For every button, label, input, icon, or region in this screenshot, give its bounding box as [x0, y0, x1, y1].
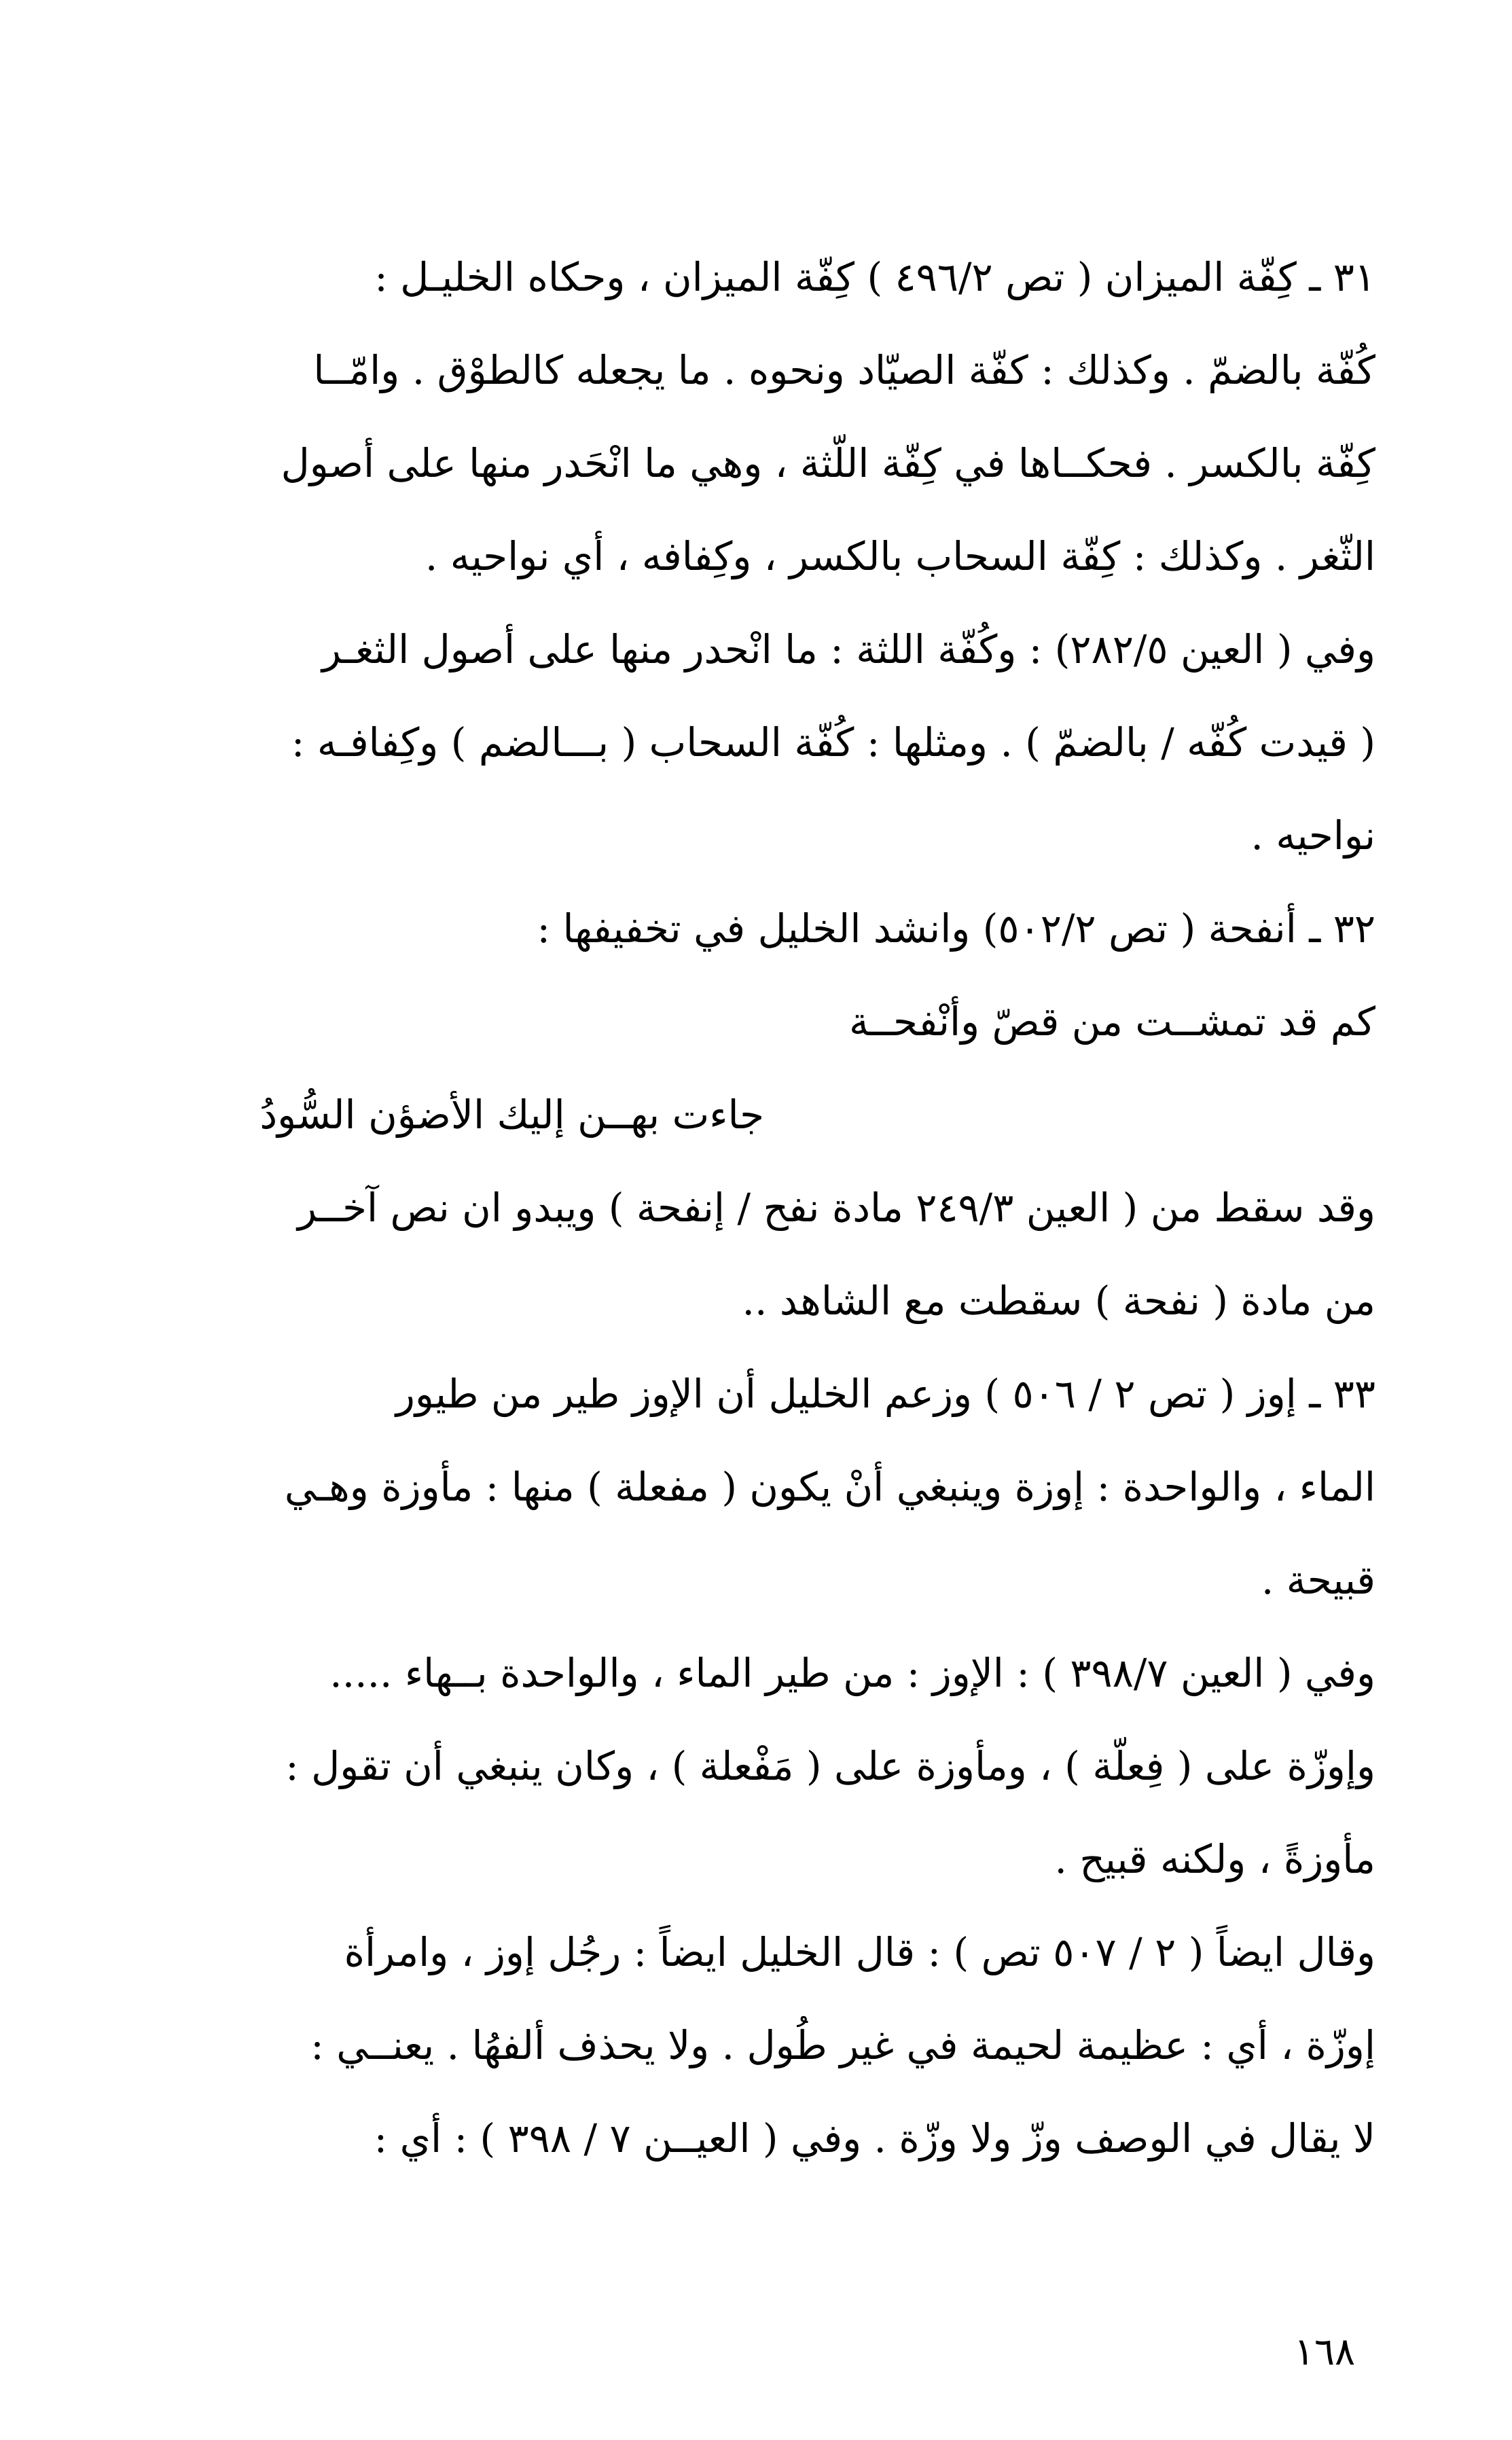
text-line: لا يقال في الوصف وزّ ولا وزّة . وفي ( العيــن ٧ / ٣٩٨ ) : أي :	[374, 2115, 1375, 2161]
text-line: ٣٣ ـ إوز ( تص ٢ / ٥٠٦ ) وزعم الخليل أن الإوز طير من طيور	[395, 1371, 1375, 1417]
text-line: كِفّة بالكسر . فحكــاها في كِفّة اللّثة ، وهي ما انْحَدر منها على أصول	[281, 440, 1375, 486]
text-line: وقال ايضاً ( ٢ / ٥٠٧ تص ) : قال الخليل ايضاً : رجُل إوز ، وامرأة	[344, 1929, 1375, 1975]
verse-line-second: جاءت بهــن إليك الأضؤن السُّودُ	[259, 1092, 764, 1138]
text-line: إوزّة ، أي : عظيمة لحيمة في غير طُول . ولا يحذف ألفهُا . يعنــي :	[310, 2022, 1375, 2068]
text-line: مأوزةً ، ولكنه قبيح .	[1054, 1836, 1375, 1882]
text-line: نواحيه .	[1250, 812, 1375, 859]
text-line: ( قيدت كُفّه / بالضمّ ) . ومثلها : كُفّة السحاب ( بـــالضم ) وكِفافـه :	[291, 719, 1375, 766]
text-line: ٣١ ـ كِفّة الميزان ( تص ٤٩٦/٢ ) كِفّة الميزان ، وحكاه الخليـل :	[374, 254, 1375, 300]
verse-line-first: كم قد تمشــت من قصّ وأنْفحــة	[848, 999, 1375, 1045]
text-line: وقد سقط من ( العين ٢٤٩/٣ مادة نفح / إنفحة ) ويبدو ان نص آخــر	[298, 1185, 1375, 1231]
page-number: ١٦٨	[1293, 2330, 1356, 2374]
text-line: الماء ، والواحدة : إوزة وينبغي أنْ يكون ( مفعلة ) منها : مأوزة وهـي	[284, 1464, 1375, 1510]
text-line: وإوزّة على ( فِعلّة ) ، ومأوزة على ( مَفْعلة ) ، وكان ينبغي أن تقول :	[285, 1743, 1375, 1789]
text-line: وفي ( العين ٣٩٨/٧ ) : الإوز : من طير الماء ، والواحدة بــهاء .....	[329, 1650, 1375, 1696]
text-line: الثّغر . وكذلك : كِفّة السحاب بالكسر ، وكِفافه ، أي نواحيه .	[425, 533, 1375, 579]
body-text	[153, 231, 1375, 2185]
text-line: كُفّة بالضمّ . وكذلك : كفّة الصيّاد ونحوه . ما يجعله كالطوْق . وامّــا	[313, 347, 1375, 393]
text-line: من مادة ( نفحة ) سقطت مع الشاهد ..	[742, 1278, 1375, 1324]
text-line: ٣٢ ـ أنفحة ( تص ٥٠٢/٢) وانشد الخليل في تخفيفها :	[537, 905, 1375, 952]
text-line: قبيحة .	[1261, 1557, 1375, 1603]
text-line: وفي ( العين ٢٨٢/٥) : وكُفّة اللثة : ما انْحدر منها على أصول الثغـر	[321, 626, 1375, 672]
